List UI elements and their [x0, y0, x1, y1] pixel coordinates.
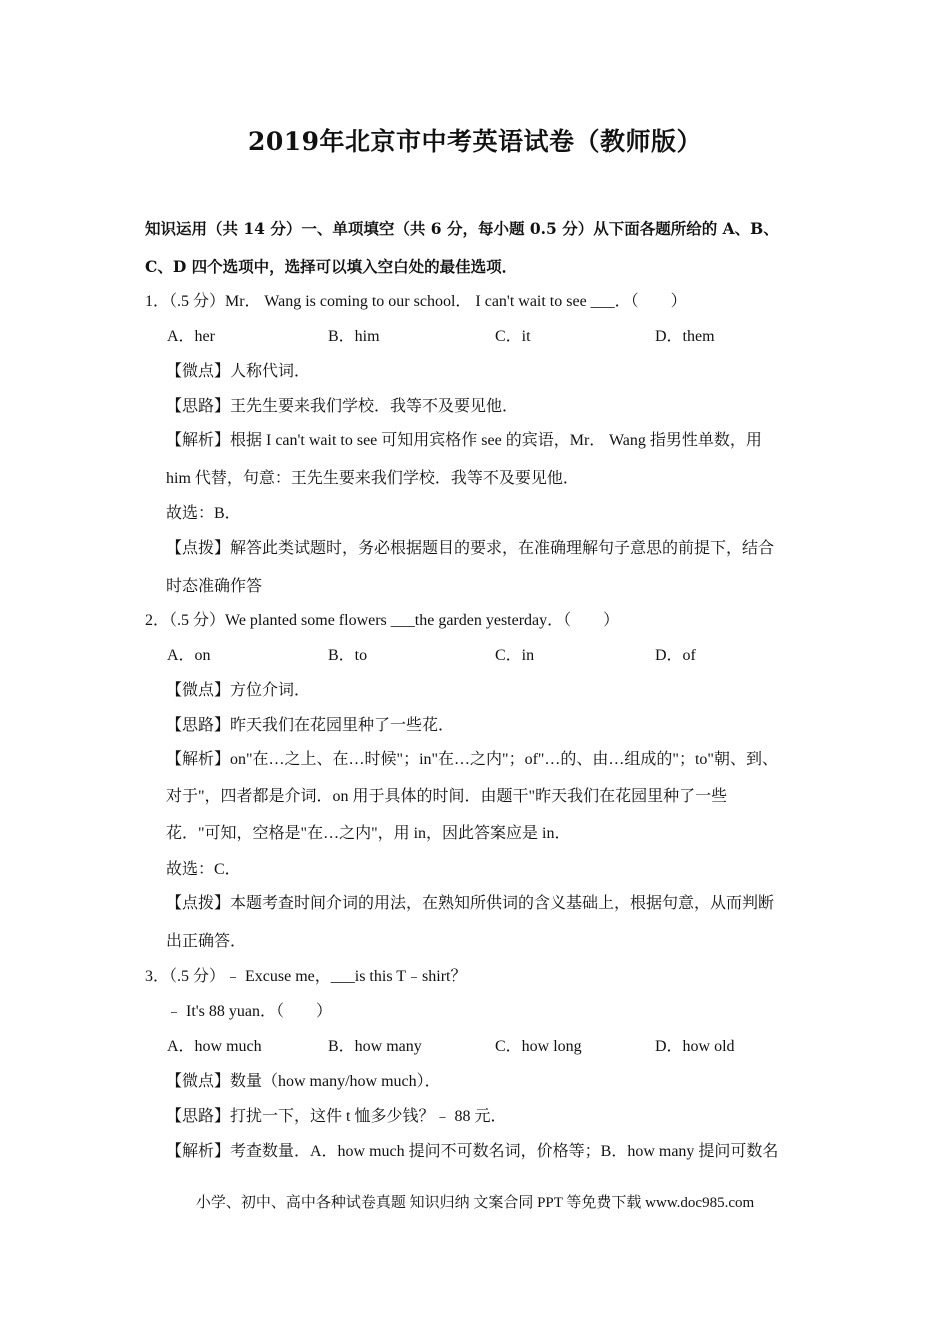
question-2-jiexi-line-1: 【解析】on"在…之上、在…时候"；in"在…之内"；of"…的、由…组成的"；to"朝、到、 [166, 751, 778, 768]
question-1-answer: 故选：B． [166, 505, 241, 522]
question-2-option-a: A．on [167, 647, 211, 664]
question-3-silu: 【思路】打扰一下，这件 t 恤多少钱？﹣ 88 元． [166, 1108, 507, 1125]
question-2-dianbo-line-1: 【点拨】本题考查时间介词的用法，在熟知所供词的含义基础上，根据句意，从而判断 [166, 895, 775, 912]
question-3-option-b: B．how many [328, 1038, 422, 1055]
question-3-option-a: A．how much [167, 1038, 262, 1055]
question-1-silu: 【思路】王先生要来我们学校．我等不及要见他． [166, 398, 519, 415]
question-1-option-a: A．her [167, 328, 215, 345]
question-2-option-b: B．to [328, 647, 368, 664]
question-1-option-b: B．him [328, 328, 380, 345]
section-header-line-1: 知识运用（共 14 分）一、单项填空（共 6 分，每小题 0.5 分）从下面各题所给的 A、B、 [145, 219, 779, 238]
question-2-silu: 【思路】昨天我们在花园里种了一些花． [166, 717, 455, 734]
question-3-weidian: 【微点】数量（how many/how much）． [166, 1073, 441, 1090]
question-1-jiexi-line-2: him 代替，句意：王先生要来我们学校．我等不及要见他． [166, 470, 579, 487]
question-2-answer: 故选：C． [166, 861, 241, 878]
question-3-option-d: D．how old [655, 1038, 735, 1055]
question-3-jiexi-line-1: 【解析】考查数量．A．how much 提问不可数名词，价格等；B．how many 提问可数名 [166, 1143, 779, 1160]
question-2-option-d: D．of [655, 647, 696, 664]
question-1-stem: 1．（.5 分）Mr． Wang is coming to our school． I can't wait to see ___．（ ） [145, 293, 687, 310]
question-1-weidian: 【微点】人称代词． [166, 363, 311, 380]
question-1-jiexi-line-1: 【解析】根据 I can't wait to see 可知用宾格作 see 的宾语，Mr． Wang 指男性单数，用 [166, 432, 762, 449]
section-header-line-2: C、D 四个选项中，选择可以填入空白处的最佳选项． [145, 257, 518, 276]
question-2-option-c: C．in [495, 647, 535, 664]
question-2-stem: 2．（.5 分）We planted some flowers ___the garden yesterday．（ ） [145, 612, 620, 629]
question-3-stem-line-2: ﹣ It's 88 yuan．（ ） [166, 1003, 332, 1020]
question-1-dianbo-line-2: 时态准确作答 [166, 578, 263, 595]
page-footer: 小学、初中、高中各种试卷真题 知识归纳 文案合同 PPT 等免费下载 www.doc985.com [195, 1195, 755, 1211]
question-1-option-d: D．them [655, 328, 715, 345]
question-2-jiexi-line-2: 对于"，四者都是介词．on 用于具体的时间．由题干"昨天我们在花园里种了一些 [166, 788, 728, 805]
question-1-option-c: C．it [495, 328, 531, 345]
question-2-weidian: 【微点】方位介词． [166, 682, 311, 699]
question-2-jiexi-line-3: 花．"可知，空格是"在…之内"，用 in，因此答案应是 in． [166, 825, 571, 842]
question-2-dianbo-line-2: 出正确答． [166, 933, 247, 950]
question-1-dianbo-line-1: 【点拨】解答此类试题时，务必根据题目的要求，在准确理解句子意思的前提下，结合 [166, 540, 775, 557]
page-title: 2019年北京市中考英语试卷（教师版） [247, 127, 703, 156]
question-3-option-c: C．how long [495, 1038, 582, 1055]
question-3-stem: 3．（.5 分）﹣ Excuse me，___is this T﹣shirt？ [145, 968, 467, 985]
